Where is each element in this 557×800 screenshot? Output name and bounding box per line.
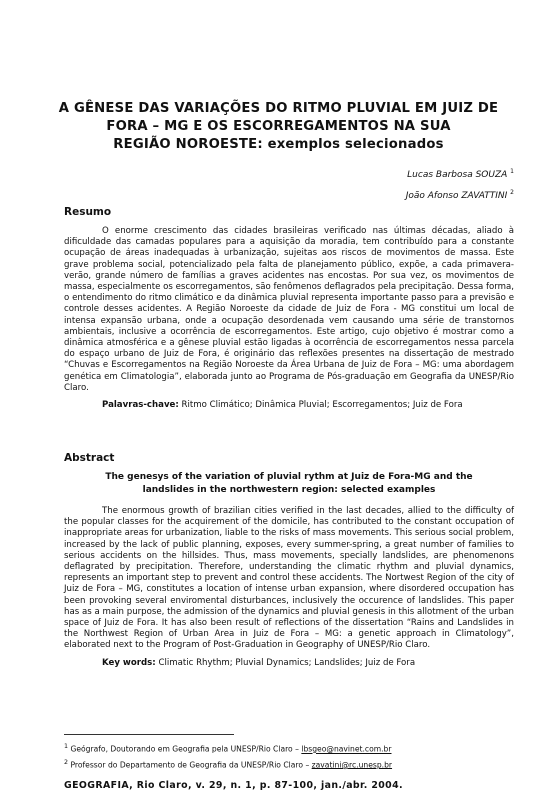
paper-title bbox=[50, 100, 507, 154]
footnotes bbox=[64, 740, 514, 771]
authors bbox=[406, 163, 514, 205]
abstract-keywords bbox=[64, 658, 514, 669]
resumo-heading: Resumo bbox=[64, 206, 112, 218]
email-link[interactable]: zavatini@rc.unesp.br bbox=[311, 760, 393, 770]
abstract-title-line: landslides in the northwestern region: selected examples bbox=[142, 485, 436, 495]
footnote-ref: 2 bbox=[510, 189, 514, 196]
abstract-heading: Abstract bbox=[64, 452, 115, 464]
keywords-text: Climatic Rhythm; Pluvial Dynamics; Landslides; Juiz de Fora bbox=[158, 657, 416, 668]
footnote-mark: 1 bbox=[64, 743, 69, 750]
footnote-ref: 1 bbox=[510, 168, 514, 175]
resumo-text: O enorme crescimento das cidades brasileiras verificado nas últimas décadas, aliado à dificuldade das camadas populares para a aquisição da moradia, tem contribuído para a constante ocupação de áreas inadequadas à urbanização, sujeitas aos riscos de movimentos de massa. Este grave problema social, potencializado pela falta de planejamento público, expõe, a cada primavera-verão, grande número de famílias a graves acidentes nas encostas. Por sua vez, os movimentos de massa, especialmente os escorregamentos, são fenômenos deflagrados pela precipitação. Dessa forma, o entendimento do ritmo climático e da dinâmica pluvial representa importante passo para a previsão e controle desses acidentes. A Região Noroeste da cidade de Juiz de Fora - MG constitui um local de intensa expansão urbana, onde a ocupação desordenada vem causando uma série de transtornos ambientais, inclusive a ocorrência de escorregamentos. Este artigo, cujo objetivo é mostrar como a dinâmica atmosférica e a gênese pluvial estão ligadas à ocorrência de escorregamentos nessa parcela do espaço urbano de Juiz de Fora, é originário das reflexões presentes na dissertação de mestrado “Chuvas e Escorregamentos na Região Noroeste da Área Urbana de Juiz de Fora – MG: uma abordagem genética em Climatologia”, elaborada junto ao Programa de Pós-graduação em Geografia da UNESP/Rio Claro. bbox=[64, 226, 514, 393]
title-line: REGIÃO NOROESTE: exemplos selecionados bbox=[113, 137, 444, 152]
keywords-label: Palavras-chave: bbox=[102, 400, 179, 411]
author-2 bbox=[406, 184, 514, 205]
abstract-title-line: The genesys of the variation of pluvial rythm at Juiz de Fora-MG and the bbox=[105, 472, 473, 482]
author-name: João Afonso ZAVATTINI bbox=[405, 191, 508, 201]
footnote-2 bbox=[64, 756, 514, 772]
title-line: FORA – MG E OS ESCORREGAMENTOS NA SUA bbox=[106, 119, 451, 134]
title-line: A GÊNESE DAS VARIAÇÕES DO RITMO PLUVIAL EM JUIZ DE bbox=[58, 101, 499, 116]
email-link[interactable]: lbsgeo@navinet.com.br bbox=[301, 744, 392, 754]
footnote-text: Geógrafo, Doutorando em Geografia pela UNESP/Rio Claro – bbox=[70, 744, 302, 754]
footnote-mark: 2 bbox=[64, 758, 69, 766]
abstract-title bbox=[64, 471, 514, 497]
footnote-text: Professor do Departamento de Geografia da UNESP/Rio Claro – bbox=[70, 760, 312, 770]
journal-citation: GEOGRAFIA, Rio Claro, v. 29, n. 1, p. 87-100, jan./abr. 2004. bbox=[64, 780, 403, 791]
footnote-1 bbox=[64, 740, 514, 756]
abstract-section bbox=[64, 506, 514, 669]
resumo-section bbox=[64, 226, 514, 411]
keywords-text: Ritmo Climático; Dinâmica Pluvial; Escorregamentos; Juiz de Fora bbox=[181, 400, 463, 411]
author-1 bbox=[406, 163, 514, 184]
footnote-divider bbox=[64, 734, 234, 735]
resumo-keywords bbox=[64, 400, 514, 411]
author-name: Lucas Barbosa SOUZA bbox=[407, 170, 508, 180]
abstract-text: The enormous growth of brazilian cities verified in the last decades, allied to the difficulty of the popular classes for the acquirement of the domicile, has contributed to the constant occupation of inappropriate areas for urbanization, liable to the risks of mass movements. This serious social problem, increased by the lack of public planning, exposes, every summer-spring, a great number of families to serious accidents on the hillsides. Thus, mass movements, specially landslides, are phenomenons deflagrated by precipitation. Therefore, understanding the climatic rhythm and pluvial dynamics, represents an important step to prevent and control these accidents. The Nortwest Region of the city of Juiz de Fora – MG, constitutes a location of intense urban expansion, where disordered occupation has been provoking several enviromental disturbances, inclusively the occurence of landslides. This paper has as a main purpose, the admission of the dynamics and pluvial genesis in this allotment of the urban space of Juiz de Fora. It has also been result of reflections of the dissertation “Rains and Landslides in the Northwest Region of Urban Area in Juiz de Fora – MG: a genetic approach in Climatology”, elaborated next to the Program of Post-Graduation in Geography of UNESP/Rio Claro. bbox=[64, 506, 514, 651]
keywords-label: Key words: bbox=[102, 657, 156, 668]
